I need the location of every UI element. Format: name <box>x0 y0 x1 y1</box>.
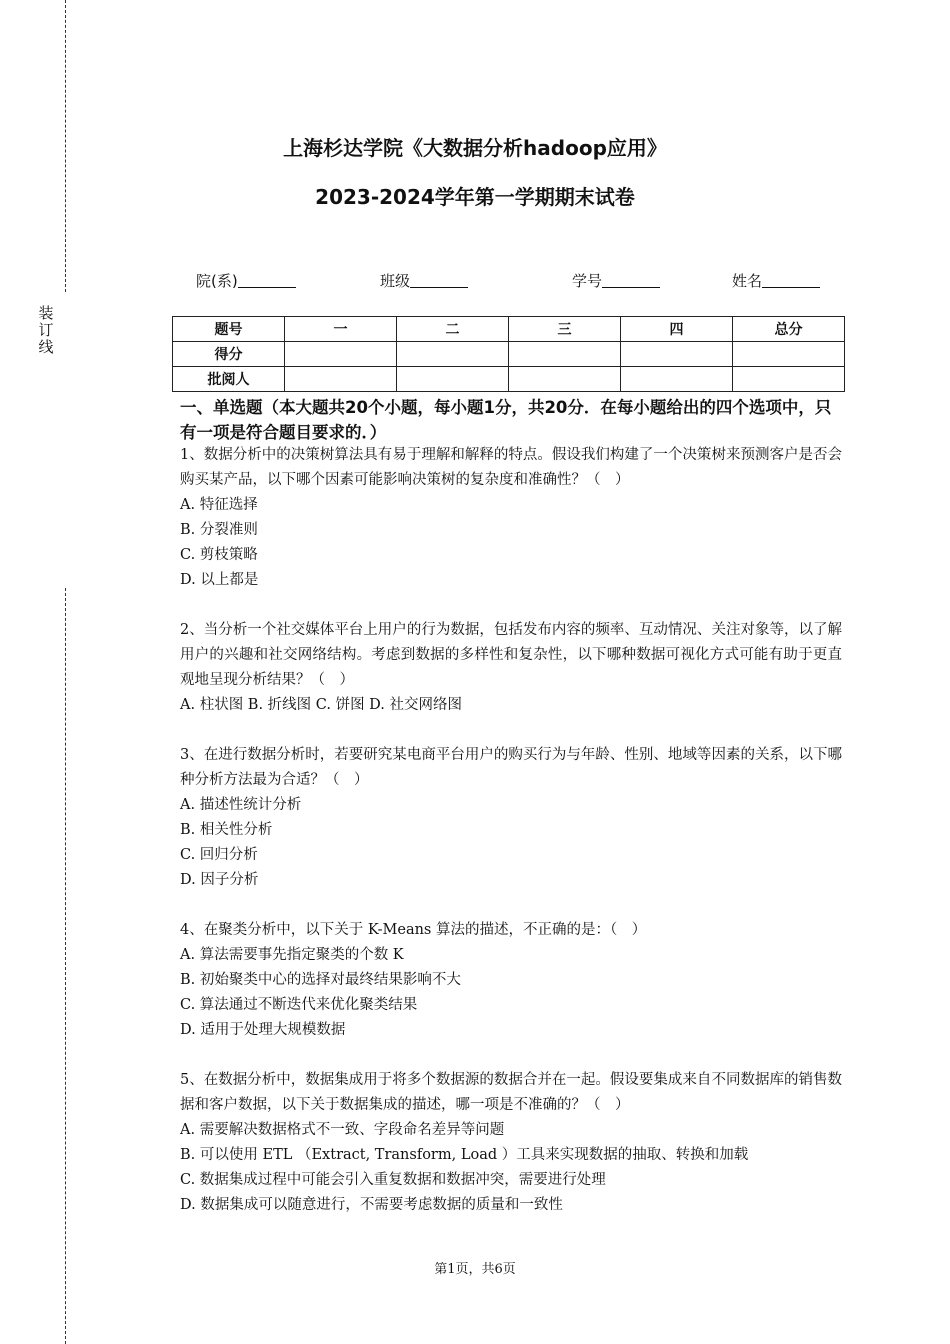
score-cell[interactable] <box>733 342 845 367</box>
option: C. 数据集成过程中可能会引入重复数据和数据冲突，需要进行处理 <box>180 1172 606 1188</box>
question-stem: 5、在数据分析中，数据集成用于将多个数据源的数据合并在一起。假设要集成来自不同数据库的销售数据和客户数据，以下关于数据集成的描述，哪一项是不准确的？（ ） <box>180 1072 842 1113</box>
question-2 <box>180 618 842 718</box>
grader-cell[interactable] <box>509 367 621 392</box>
option: C. 剪枝策略 <box>180 547 258 563</box>
question-1 <box>180 443 842 593</box>
score-cell[interactable] <box>509 342 621 367</box>
score-row: 得分 <box>173 342 845 367</box>
score-cell[interactable] <box>397 342 509 367</box>
section-heading: 一、单选题（本大题共20个小题，每小题1分，共20分．在每小题给出的四个选项中，只有一项是符合题目要求的．） <box>180 398 832 442</box>
option: A. 需要解决数据格式不一致、字段命名差异等问题 <box>180 1122 505 1138</box>
score-cell[interactable] <box>621 342 733 367</box>
option: B. 相关性分析 <box>180 822 273 838</box>
question-stem: 1、数据分析中的决策树算法具有易于理解和解释的特点。假设我们构建了一个决策树来预测客户是否会购买某产品，以下哪个因素可能影响决策树的复杂度和准确性？（ ） <box>180 447 842 488</box>
exam-subtitle: 2023-2024学年第一学期期末试卷 <box>315 185 635 209</box>
question-list <box>180 443 842 1218</box>
grader-cell[interactable] <box>285 367 397 392</box>
department-field[interactable]: 院(系) <box>196 270 296 291</box>
option: B. 可以使用 ETL （Extract, Transform, Load ）工具来实现数据的抽取、转换和加载 <box>180 1147 749 1163</box>
page-footer: 第1页，共6页 <box>434 1262 516 1277</box>
option: A. 算法需要事先指定聚类的个数 K <box>180 947 404 963</box>
question-5 <box>180 1068 842 1218</box>
exam-title: 上海杉达学院《大数据分析hadoop应用》 <box>283 136 667 160</box>
option: D. 适用于处理大规模数据 <box>180 1022 346 1038</box>
class-field[interactable]: 班级 <box>380 270 468 291</box>
question-stem: 3、在进行数据分析时，若要研究某电商平台用户的购买行为与年龄、性别、地域等因素的关系，以下哪种分析方法最为合适？（ ） <box>180 747 842 788</box>
option: D. 数据集成可以随意进行，不需要考虑数据的质量和一致性 <box>180 1197 563 1213</box>
binding-dashed-line-bottom <box>65 588 66 1344</box>
option: C. 算法通过不断迭代来优化聚类结果 <box>180 997 418 1013</box>
score-table <box>172 316 845 392</box>
student-id-field[interactable]: 学号 <box>572 270 660 291</box>
option: D. 因子分析 <box>180 872 259 888</box>
grader-cell[interactable] <box>397 367 509 392</box>
binding-label: 装 订 线 <box>38 304 54 356</box>
option: A. 柱状图 B. 折线图 C. 饼图 D. 社交网络图 <box>180 697 463 713</box>
grader-cell[interactable] <box>621 367 733 392</box>
score-table-header-row: 题号 一 二 三 四 总分 <box>173 317 845 342</box>
option: B. 分裂准则 <box>180 522 258 538</box>
question-stem: 4、在聚类分析中，以下关于 K-Means 算法的描述，不正确的是：（ ） <box>180 922 647 938</box>
question-3 <box>180 743 842 893</box>
option: A. 描述性统计分析 <box>180 797 302 813</box>
option: B. 初始聚类中心的选择对最终结果影响不大 <box>180 972 461 988</box>
grader-cell[interactable] <box>733 367 845 392</box>
name-field[interactable]: 姓名 <box>732 270 820 291</box>
question-4 <box>180 918 842 1043</box>
option: D. 以上都是 <box>180 572 259 588</box>
option: C. 回归分析 <box>180 847 258 863</box>
option: A. 特征选择 <box>180 497 258 513</box>
score-cell[interactable] <box>285 342 397 367</box>
grader-row: 批阅人 <box>173 367 845 392</box>
question-stem: 2、当分析一个社交媒体平台上用户的行为数据，包括发布内容的频率、互动情况、关注对象等，以了解用户的兴趣和社交网络结构。考虑到数据的多样性和复杂性，以下哪种数据可视化方式可能有助于更直观地呈现分析结果？（ ） <box>180 622 842 688</box>
